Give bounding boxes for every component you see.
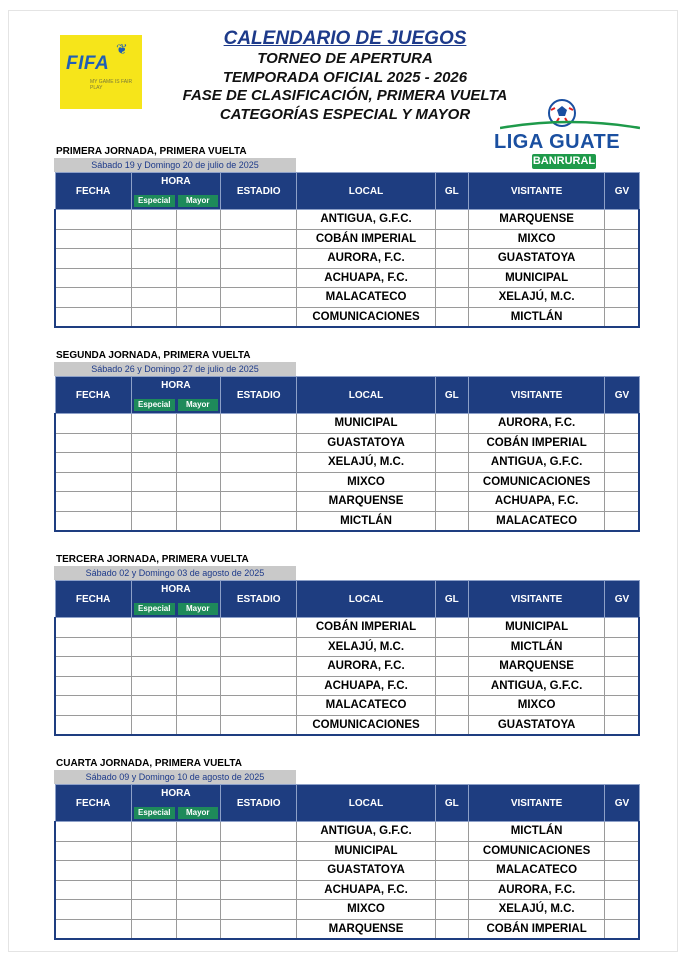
- header-local: LOCAL: [297, 785, 435, 822]
- header-fecha: FECHA: [55, 581, 131, 618]
- fecha-cell: [55, 900, 131, 920]
- match-row: [55, 511, 639, 531]
- header-gl: GL: [435, 785, 468, 822]
- header-hora-label: HORA: [161, 788, 191, 799]
- estadio-cell: [221, 657, 297, 677]
- gv-cell: [605, 268, 639, 288]
- header-estadio: ESTADIO: [221, 581, 297, 618]
- hora-mayor-cell: [176, 210, 220, 230]
- hora-especial-cell: [131, 880, 176, 900]
- hora-especial-cell: [131, 288, 176, 308]
- header-hora-especial: Especial: [134, 195, 175, 207]
- gv-cell: [605, 676, 639, 696]
- fecha-cell: [55, 472, 131, 492]
- header-gv: GV: [605, 785, 639, 822]
- visitante-team-cell: MICTLÁN: [468, 822, 604, 842]
- header-hora: [131, 173, 220, 210]
- local-team-cell: ANTIGUA, G.F.C.: [297, 822, 435, 842]
- fecha-cell: [55, 715, 131, 735]
- local-team-cell: AURORA, F.C.: [297, 657, 435, 677]
- local-team-cell: GUASTATOYA: [297, 861, 435, 881]
- gv-cell: [605, 472, 639, 492]
- local-team-cell: COBÁN IMPERIAL: [297, 618, 435, 638]
- hora-especial-cell: [131, 453, 176, 473]
- hora-mayor-cell: [176, 511, 220, 531]
- gl-cell: [435, 841, 468, 861]
- local-team-cell: COMUNICACIONES: [297, 715, 435, 735]
- subtitle-season: TEMPORADA OFICIAL 2025 - 2026: [222, 68, 468, 86]
- gl-cell: [435, 433, 468, 453]
- visitante-team-cell: MICTLÁN: [468, 307, 604, 327]
- estadio-cell: [221, 249, 297, 269]
- fecha-cell: [55, 288, 131, 308]
- fecha-cell: [55, 696, 131, 716]
- match-row: [55, 307, 639, 327]
- header-local: LOCAL: [297, 173, 435, 210]
- estadio-cell: [221, 900, 297, 920]
- estadio-cell: [221, 414, 297, 434]
- estadio-cell: [221, 307, 297, 327]
- hora-mayor-cell: [176, 696, 220, 716]
- gv-cell: [605, 715, 639, 735]
- round-title: PRIMERA JORNADA, PRIMERA VUELTA: [56, 146, 247, 157]
- match-row: [55, 288, 639, 308]
- header-fecha: FECHA: [55, 173, 131, 210]
- header-hora-especial: Especial: [134, 399, 175, 411]
- visitante-team-cell: MIXCO: [468, 229, 604, 249]
- estadio-cell: [221, 433, 297, 453]
- gv-cell: [605, 511, 639, 531]
- fecha-cell: [55, 249, 131, 269]
- visitante-team-cell: COBÁN IMPERIAL: [468, 919, 604, 939]
- match-row: [55, 880, 639, 900]
- round-title: TERCERA JORNADA, PRIMERA VUELTA: [56, 554, 249, 565]
- estadio-cell: [221, 715, 297, 735]
- match-row: [55, 210, 639, 230]
- fecha-cell: [55, 433, 131, 453]
- estadio-cell: [221, 492, 297, 512]
- local-team-cell: GUASTATOYA: [297, 433, 435, 453]
- visitante-team-cell: ANTIGUA, G.F.C.: [468, 676, 604, 696]
- match-row: [55, 841, 639, 861]
- match-row: [55, 433, 639, 453]
- visitante-team-cell: XELAJÚ, M.C.: [468, 900, 604, 920]
- hora-mayor-cell: [176, 841, 220, 861]
- estadio-cell: [221, 268, 297, 288]
- gl-cell: [435, 880, 468, 900]
- round-title: CUARTA JORNADA, PRIMERA VUELTA: [56, 758, 242, 769]
- hora-mayor-cell: [176, 472, 220, 492]
- local-team-cell: XELAJÚ, M.C.: [297, 637, 435, 657]
- gl-cell: [435, 900, 468, 920]
- gv-cell: [605, 433, 639, 453]
- gl-cell: [435, 919, 468, 939]
- subtitle-tournament: TORNEO DE APERTURA: [257, 50, 433, 67]
- hora-especial-cell: [131, 511, 176, 531]
- header-hora-label: HORA: [161, 584, 191, 595]
- estadio-cell: [221, 880, 297, 900]
- match-row: [55, 492, 639, 512]
- visitante-team-cell: COMUNICACIONES: [468, 841, 604, 861]
- schedule-table: [54, 784, 640, 940]
- header-visitante: VISITANTE: [468, 581, 604, 618]
- hora-especial-cell: [131, 249, 176, 269]
- local-team-cell: MICTLÁN: [297, 511, 435, 531]
- estadio-cell: [221, 210, 297, 230]
- header-gl: GL: [435, 581, 468, 618]
- round-dates: Sábado 02 y Domingo 03 de agosto de 2025: [54, 566, 296, 580]
- gv-cell: [605, 288, 639, 308]
- hora-mayor-cell: [176, 715, 220, 735]
- estadio-cell: [221, 841, 297, 861]
- liga-guate-text: LIGA GUATE: [494, 131, 621, 153]
- hora-especial-cell: [131, 433, 176, 453]
- visitante-team-cell: GUASTATOYA: [468, 715, 604, 735]
- visitante-team-cell: ACHUAPA, F.C.: [468, 492, 604, 512]
- visitante-team-cell: AURORA, F.C.: [468, 880, 604, 900]
- fecha-cell: [55, 637, 131, 657]
- fecha-cell: [55, 511, 131, 531]
- fecha-cell: [55, 676, 131, 696]
- header-hora-mayor: Mayor: [178, 807, 218, 819]
- header-hora-label: HORA: [161, 176, 191, 187]
- liga-guate-logo: [492, 98, 640, 172]
- local-team-cell: MIXCO: [297, 900, 435, 920]
- fair-play-bird-icon: ❦: [116, 41, 128, 57]
- header-local: LOCAL: [297, 581, 435, 618]
- header-visitante: VISITANTE: [468, 785, 604, 822]
- header-gv: GV: [605, 581, 639, 618]
- visitante-team-cell: MUNICIPAL: [468, 618, 604, 638]
- hora-mayor-cell: [176, 880, 220, 900]
- local-team-cell: ANTIGUA, G.F.C.: [297, 210, 435, 230]
- match-row: [55, 249, 639, 269]
- fecha-cell: [55, 822, 131, 842]
- match-row: [55, 696, 639, 716]
- hora-especial-cell: [131, 822, 176, 842]
- hora-mayor-cell: [176, 433, 220, 453]
- hora-especial-cell: [131, 414, 176, 434]
- estadio-cell: [221, 676, 297, 696]
- subtitle-categories: CATEGORÍAS ESPECIAL Y MAYOR: [219, 105, 471, 123]
- gv-cell: [605, 841, 639, 861]
- gl-cell: [435, 210, 468, 230]
- local-team-cell: MALACATECO: [297, 288, 435, 308]
- match-row: [55, 637, 639, 657]
- visitante-team-cell: MIXCO: [468, 696, 604, 716]
- gl-cell: [435, 288, 468, 308]
- header-hora-especial: Especial: [134, 807, 175, 819]
- match-row: [55, 268, 639, 288]
- match-row: [55, 919, 639, 939]
- local-team-cell: ACHUAPA, F.C.: [297, 268, 435, 288]
- gv-cell: [605, 249, 639, 269]
- hora-especial-cell: [131, 861, 176, 881]
- round-dates: Sábado 19 y Domingo 20 de julio de 2025: [54, 158, 296, 172]
- hora-especial-cell: [131, 900, 176, 920]
- gv-cell: [605, 618, 639, 638]
- schedule-table: [54, 376, 640, 532]
- header-hora: [131, 785, 220, 822]
- hora-especial-cell: [131, 210, 176, 230]
- hora-mayor-cell: [176, 249, 220, 269]
- header-visitante: VISITANTE: [468, 377, 604, 414]
- hora-especial-cell: [131, 307, 176, 327]
- visitante-team-cell: MICTLÁN: [468, 637, 604, 657]
- visitante-team-cell: COBÁN IMPERIAL: [468, 433, 604, 453]
- match-row: [55, 453, 639, 473]
- gl-cell: [435, 657, 468, 677]
- hora-mayor-cell: [176, 822, 220, 842]
- gl-cell: [435, 618, 468, 638]
- header-estadio: ESTADIO: [221, 173, 297, 210]
- header-gv: GV: [605, 173, 639, 210]
- visitante-team-cell: MALACATECO: [468, 511, 604, 531]
- hora-especial-cell: [131, 229, 176, 249]
- match-row: [55, 900, 639, 920]
- local-team-cell: MALACATECO: [297, 696, 435, 716]
- visitante-team-cell: COMUNICACIONES: [468, 472, 604, 492]
- local-team-cell: MARQUENSE: [297, 492, 435, 512]
- fecha-cell: [55, 414, 131, 434]
- hora-especial-cell: [131, 715, 176, 735]
- estadio-cell: [221, 229, 297, 249]
- local-team-cell: MIXCO: [297, 472, 435, 492]
- gl-cell: [435, 414, 468, 434]
- fecha-cell: [55, 880, 131, 900]
- local-team-cell: MARQUENSE: [297, 919, 435, 939]
- header-gl: GL: [435, 173, 468, 210]
- gv-cell: [605, 210, 639, 230]
- round-dates: Sábado 26 y Domingo 27 de julio de 2025: [54, 362, 296, 376]
- gv-cell: [605, 696, 639, 716]
- gv-cell: [605, 657, 639, 677]
- fecha-cell: [55, 919, 131, 939]
- estadio-cell: [221, 453, 297, 473]
- gl-cell: [435, 637, 468, 657]
- visitante-team-cell: MARQUENSE: [468, 657, 604, 677]
- visitante-team-cell: MARQUENSE: [468, 210, 604, 230]
- gv-cell: [605, 414, 639, 434]
- estadio-cell: [221, 511, 297, 531]
- gl-cell: [435, 268, 468, 288]
- local-team-cell: ACHUAPA, F.C.: [297, 676, 435, 696]
- hora-mayor-cell: [176, 414, 220, 434]
- fifa-logo-text: FIFA: [66, 53, 110, 74]
- hora-especial-cell: [131, 618, 176, 638]
- schedule-table: [54, 580, 640, 736]
- match-row: [55, 715, 639, 735]
- gl-cell: [435, 307, 468, 327]
- fecha-cell: [55, 861, 131, 881]
- gv-cell: [605, 307, 639, 327]
- hora-mayor-cell: [176, 288, 220, 308]
- hora-mayor-cell: [176, 637, 220, 657]
- gl-cell: [435, 696, 468, 716]
- match-row: [55, 861, 639, 881]
- gl-cell: [435, 249, 468, 269]
- estadio-cell: [221, 696, 297, 716]
- table-header-row: [55, 785, 639, 822]
- hora-especial-cell: [131, 676, 176, 696]
- estadio-cell: [221, 472, 297, 492]
- visitante-team-cell: ANTIGUA, G.F.C.: [468, 453, 604, 473]
- gv-cell: [605, 822, 639, 842]
- visitante-team-cell: MUNICIPAL: [468, 268, 604, 288]
- match-row: [55, 472, 639, 492]
- local-team-cell: MUNICIPAL: [297, 841, 435, 861]
- gl-cell: [435, 861, 468, 881]
- gv-cell: [605, 919, 639, 939]
- hora-especial-cell: [131, 696, 176, 716]
- table-header-row: [55, 173, 639, 210]
- header-hora-label: HORA: [161, 380, 191, 391]
- hora-especial-cell: [131, 657, 176, 677]
- header-hora-mayor: Mayor: [178, 195, 218, 207]
- gl-cell: [435, 453, 468, 473]
- document-title: CALENDARIO DE JUEGOS: [223, 28, 467, 49]
- fifa-logo-tagline: MY GAME IS FAIR PLAY: [90, 79, 133, 91]
- header-fecha: FECHA: [55, 785, 131, 822]
- header-hora-mayor: Mayor: [178, 399, 218, 411]
- hora-mayor-cell: [176, 657, 220, 677]
- match-row: [55, 822, 639, 842]
- estadio-cell: [221, 637, 297, 657]
- header-hora: [131, 581, 220, 618]
- hora-mayor-cell: [176, 919, 220, 939]
- gv-cell: [605, 453, 639, 473]
- estadio-cell: [221, 288, 297, 308]
- visitante-team-cell: AURORA, F.C.: [468, 414, 604, 434]
- gl-cell: [435, 715, 468, 735]
- local-team-cell: AURORA, F.C.: [297, 249, 435, 269]
- match-row: [55, 657, 639, 677]
- header-hora: [131, 377, 220, 414]
- hora-especial-cell: [131, 492, 176, 512]
- hora-mayor-cell: [176, 492, 220, 512]
- schedule-table: [54, 172, 640, 328]
- fecha-cell: [55, 492, 131, 512]
- fecha-cell: [55, 268, 131, 288]
- banrural-badge: BANRURAL: [532, 155, 596, 167]
- hora-mayor-cell: [176, 229, 220, 249]
- header-hora-especial: Especial: [134, 603, 175, 615]
- hora-especial-cell: [131, 919, 176, 939]
- header-estadio: ESTADIO: [221, 377, 297, 414]
- match-row: [55, 414, 639, 434]
- local-team-cell: XELAJÚ, M.C.: [297, 453, 435, 473]
- local-team-cell: COMUNICACIONES: [297, 307, 435, 327]
- subtitle-phase: FASE DE CLASIFICACIÓN, PRIMERA VUELTA: [182, 87, 508, 104]
- table-header-row: [55, 377, 639, 414]
- fecha-cell: [55, 618, 131, 638]
- round-dates: Sábado 09 y Domingo 10 de agosto de 2025: [54, 770, 296, 784]
- gv-cell: [605, 880, 639, 900]
- header-gv: GV: [605, 377, 639, 414]
- gl-cell: [435, 472, 468, 492]
- document-header: [140, 28, 550, 124]
- hora-mayor-cell: [176, 307, 220, 327]
- estadio-cell: [221, 822, 297, 842]
- hora-mayor-cell: [176, 676, 220, 696]
- match-row: [55, 676, 639, 696]
- gl-cell: [435, 676, 468, 696]
- visitante-team-cell: XELAJÚ, M.C.: [468, 288, 604, 308]
- fecha-cell: [55, 453, 131, 473]
- header-visitante: VISITANTE: [468, 173, 604, 210]
- match-row: [55, 229, 639, 249]
- header-hora-mayor: Mayor: [178, 603, 218, 615]
- fecha-cell: [55, 307, 131, 327]
- logo-swoosh-icon: [500, 120, 640, 130]
- fifa-fair-play-logo: [60, 35, 142, 109]
- gv-cell: [605, 900, 639, 920]
- visitante-team-cell: GUASTATOYA: [468, 249, 604, 269]
- visitante-team-cell: MALACATECO: [468, 861, 604, 881]
- hora-especial-cell: [131, 472, 176, 492]
- local-team-cell: MUNICIPAL: [297, 414, 435, 434]
- hora-mayor-cell: [176, 861, 220, 881]
- hora-especial-cell: [131, 268, 176, 288]
- fecha-cell: [55, 229, 131, 249]
- fecha-cell: [55, 657, 131, 677]
- estadio-cell: [221, 919, 297, 939]
- header-gl: GL: [435, 377, 468, 414]
- gv-cell: [605, 861, 639, 881]
- estadio-cell: [221, 861, 297, 881]
- gl-cell: [435, 229, 468, 249]
- local-team-cell: COBÁN IMPERIAL: [297, 229, 435, 249]
- hora-mayor-cell: [176, 900, 220, 920]
- header-fecha: FECHA: [55, 377, 131, 414]
- match-row: [55, 618, 639, 638]
- hora-especial-cell: [131, 841, 176, 861]
- header-estadio: ESTADIO: [221, 785, 297, 822]
- fecha-cell: [55, 841, 131, 861]
- gv-cell: [605, 637, 639, 657]
- hora-especial-cell: [131, 637, 176, 657]
- hora-mayor-cell: [176, 618, 220, 638]
- hora-mayor-cell: [176, 268, 220, 288]
- gl-cell: [435, 492, 468, 512]
- table-header-row: [55, 581, 639, 618]
- hora-mayor-cell: [176, 453, 220, 473]
- local-team-cell: ACHUAPA, F.C.: [297, 880, 435, 900]
- gv-cell: [605, 229, 639, 249]
- estadio-cell: [221, 618, 297, 638]
- round-title: SEGUNDA JORNADA, PRIMERA VUELTA: [56, 350, 251, 361]
- gl-cell: [435, 511, 468, 531]
- header-local: LOCAL: [297, 377, 435, 414]
- fecha-cell: [55, 210, 131, 230]
- gv-cell: [605, 492, 639, 512]
- gl-cell: [435, 822, 468, 842]
